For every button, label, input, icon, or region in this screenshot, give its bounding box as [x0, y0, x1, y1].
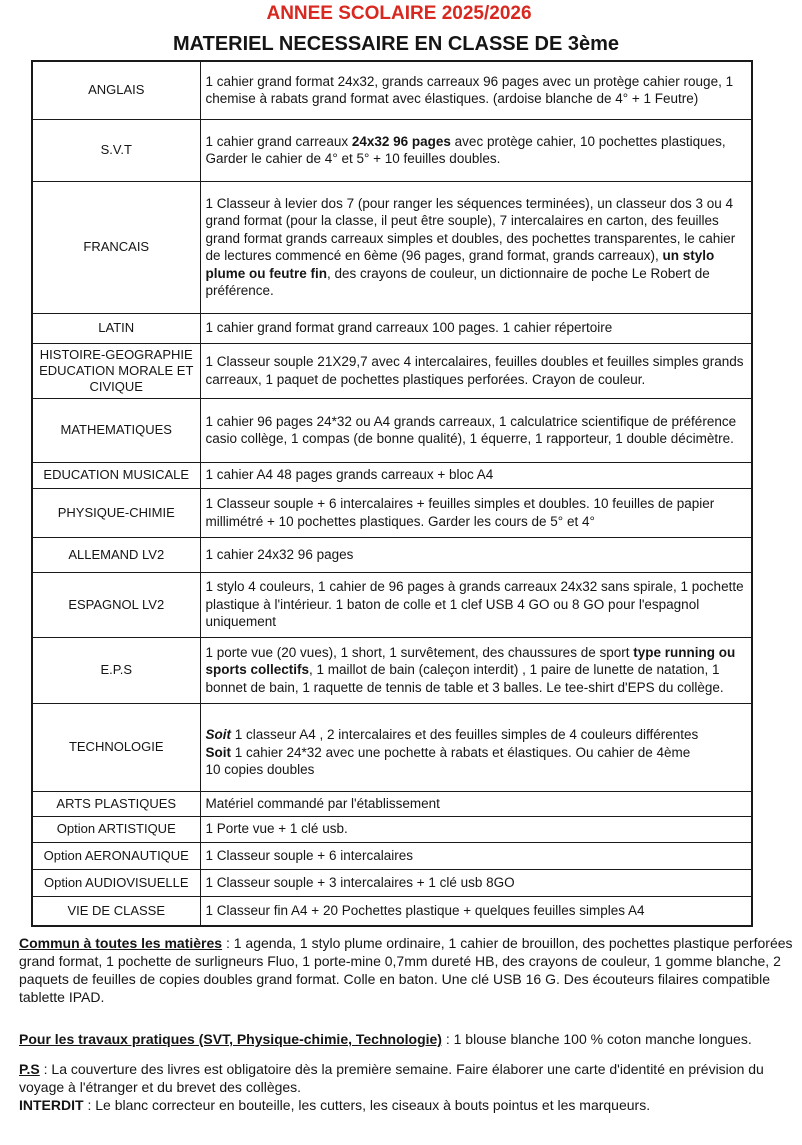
subject-name-histoire-geographie: HISTOIRE-GEOGRAPHIE EDUCATION MORALE ET CIVIQUE [32, 343, 200, 398]
subject-row-education-musicale [32, 462, 752, 488]
materials-text: 1 cahier A4 48 pages grands carreaux + bloc A4 [205, 467, 494, 483]
materials-histoire-geographie [200, 343, 752, 398]
supplies-table [31, 60, 753, 927]
materials-emphasis: Soit [205, 727, 231, 743]
subject-row-physique-chimie [32, 488, 752, 537]
subject-name-latin: LATIN [32, 313, 200, 343]
subject-name-anglais: ANGLAIS [32, 61, 200, 119]
materials-text: 1 cahier grand carreaux [205, 133, 352, 149]
materials-latin [200, 313, 752, 343]
materials-text: 1 Classeur fin A4 + 20 Pochettes plastique + quelques feuilles simples A4 [205, 903, 645, 918]
materials-text: 1 porte vue (20 vues), 1 short, 1 survêtement, des chaussures de sport [205, 644, 634, 660]
subject-name-francais: FRANCAIS [32, 181, 200, 313]
subject-row-francais [32, 181, 752, 313]
materials-option-line [206, 726, 748, 744]
supplies-sheet [0, 60, 802, 1114]
subject-row-latin [32, 313, 752, 343]
subject-row-option-aeronautique [32, 842, 752, 869]
subject-name-svt: S.V.T [32, 119, 200, 181]
materials-technologie [200, 703, 752, 791]
materials-allemand [200, 537, 752, 572]
subject-row-option-audiovisuelle [32, 869, 752, 896]
subject-name-option-artistique: Option ARTISTIQUE [32, 816, 200, 842]
subject-name-allemand: ALLEMAND LV2 [32, 537, 200, 572]
materials-espagnol [200, 572, 752, 637]
materials-text: 1 classeur A4 , 2 intercalaires et des feuilles simples de 4 couleurs différentes [231, 727, 699, 743]
materials-francais [200, 181, 752, 313]
materials-text: 1 Classeur souple + 3 intercalaires + 1 clé usb 8GO [205, 874, 515, 890]
materials-text: 1 cahier 24*32 avec une pochette à rabats et élastiques. Ou cahier de 4ème [231, 744, 691, 760]
subject-row-eps [32, 637, 752, 703]
materials-text: avec protège cahier, 10 pochettes plastiques, Garder le cahier de 4° et 5° + 10 feuilles doubles. [205, 133, 726, 166]
materials-text: 1 cahier 96 pages 24*32 ou A4 grands carreaux, 1 calculatrice scientifique de préférence casio collège, 1 compas (de bonne qualité), 1 équerre, 1 rapporteur, 1 double décimètre. [205, 413, 737, 446]
forbidden-text: : Le blanc correcteur en bouteille, les cutters, les ciseaux à bouts pointus et les marqueurs. [83, 1097, 651, 1113]
materials-option-audiovisuelle [200, 869, 752, 896]
practical-work-text: : 1 blouse blanche 100 % coton manche longues. [441, 1031, 752, 1047]
materials-eps [200, 637, 752, 703]
materials-text: 1 Classeur souple 21X29,7 avec 4 intercalaires, feuilles doubles et feuilles simples grands carreaux, 1 paquet de pochettes plastiques perforées. Crayon de couleur. [205, 354, 744, 387]
notes-section [19, 934, 795, 1114]
practical-work-label: Pour les travaux pratiques (SVT, Physique-chimie, Technologie) [19, 1031, 442, 1047]
subject-row-technologie [32, 703, 752, 791]
materials-emphasis: Soit [205, 744, 231, 760]
materials-option-aeronautique [200, 842, 752, 869]
forbidden-label: INTERDIT [19, 1097, 84, 1113]
materials-text: 1 Porte vue + 1 clé usb. [205, 821, 348, 837]
subject-name-option-audiovisuelle: Option AUDIOVISUELLE [32, 869, 200, 896]
subject-row-anglais [32, 61, 752, 119]
materials-mathematiques [200, 398, 752, 462]
ps-label: P.S [19, 1061, 40, 1077]
materials-vie-de-classe [200, 896, 752, 926]
practical-work-note [19, 1030, 795, 1048]
subject-row-espagnol [32, 572, 752, 637]
subject-name-eps: E.P.S [32, 637, 200, 703]
materials-physique-chimie [200, 488, 752, 537]
common-supplies-label: Commun à toutes les matières [19, 935, 223, 951]
subject-row-arts-plastiques [32, 791, 752, 816]
subject-row-allemand [32, 537, 752, 572]
ps-text: : La couverture des livres est obligatoire dès la première semaine. Faire élaborer une carte d'identité en prévision du voyage à l'étranger et du brevet des collèges. [19, 1061, 764, 1095]
subject-row-option-artistique [32, 816, 752, 842]
subject-name-espagnol: ESPAGNOL LV2 [32, 572, 200, 637]
materials-text: 1 cahier grand format grand carreaux 100 pages. 1 cahier répertoire [205, 320, 613, 336]
materials-arts-plastiques [200, 791, 752, 816]
materials-option-line: 10 copies doubles [205, 762, 315, 778]
forbidden-note [19, 1096, 795, 1114]
materials-text: Matériel commandé par l'établissement [205, 795, 440, 811]
materials-option-line [206, 744, 748, 762]
materials-education-musicale [200, 462, 752, 488]
school-year-heading: ANNEE SCOLAIRE 2025/2026 [266, 3, 532, 24]
materials-anglais [200, 61, 752, 119]
materials-svt [200, 119, 752, 181]
subject-row-mathematiques [32, 398, 752, 462]
materials-text: , des crayons de couleur, un dictionnaire de poche Le Robert de préférence. [205, 265, 710, 298]
materials-emphasis: type running ou sports collectifs [205, 644, 736, 678]
materials-text: 1 Classeur souple + 6 intercalaires + feuilles simples et doubles. 10 feuilles de papier millimétré + 10 pochettes plastiques. Garder les cours de 5° et 4° [205, 496, 715, 529]
materials-option-artistique [200, 816, 752, 842]
subject-name-mathematiques: MATHEMATIQUES [32, 398, 200, 462]
subject-name-vie-de-classe: VIE DE CLASSE [32, 896, 200, 926]
subject-name-arts-plastiques: ARTS PLASTIQUES [32, 791, 200, 816]
subject-name-option-aeronautique: Option AERONAUTIQUE [32, 842, 200, 869]
subject-row-vie-de-classe [32, 896, 752, 926]
subject-name-physique-chimie: PHYSIQUE-CHIMIE [32, 488, 200, 537]
subject-name-education-musicale: EDUCATION MUSICALE [32, 462, 200, 488]
materials-emphasis: 24x32 96 pages [351, 133, 451, 149]
materials-text: 1 Classeur souple + 6 intercalaires [205, 847, 413, 863]
materials-text: 1 stylo 4 couleurs, 1 cahier de 96 pages à grands carreaux 24x32 sans spirale, 1 pochette plastique à l'intérieur. 1 baton de colle et 1 clef USB 4 GO ou 8 GO pour l'espagnol uniquement [205, 579, 744, 630]
common-supplies-note [19, 934, 795, 1006]
materials-text: 1 cahier grand format 24x32, grands carreaux 96 pages avec un protège cahier rouge, 1 chemise à rabats grand format avec élastiques. (ardoise blanche de 4° + 1 Feutre) [205, 73, 734, 107]
materials-text: 1 cahier 24x32 96 pages [205, 546, 354, 562]
materials-text: 1 Classeur à levier dos 7 (pour ranger les séquences terminées), un classeur dos 3 ou 4 grand format (pour la classe, il peut être souple), 7 intercalaires en carton, des feuilles grand format grands carreaux simples et doubles, des pochettes transparentes, le cahier de lectures commencé en 6ème (96 pages, grand format, grands carreaux), [205, 195, 736, 263]
common-supplies-text: : 1 agenda, 1 stylo plume ordinaire, 1 cahier de brouillon, des pochettes plastique perforées grand format, 1 pochette de surligneurs Fluo, 1 porte-mine 0,7mm dureté HB, des crayons de couleur, 1 gomme blanche, 2 paquets de feuilles de copies doubles grand format. Colle en baton. Une clé USB 16 G. Des écouteurs filaires compatible tablette IPAD. [19, 935, 793, 1005]
ps-note [19, 1060, 795, 1096]
document-title: MATERIEL NECESSAIRE EN CLASSE DE 3ème [172, 33, 620, 55]
subject-name-technologie: TECHNOLOGIE [32, 703, 200, 791]
materials-emphasis: un stylo plume ou feutre fin [205, 248, 715, 281]
subject-row-histoire-geographie [32, 343, 752, 398]
materials-text: , 1 maillot de bain (caleçon interdit) , 1 paire de lunette de natation, 1 bonnet de bain, 1 raquette de tennis de table et 3 balles. Le tee-shirt d'EPS du collège. [205, 662, 724, 695]
subject-row-svt [32, 119, 752, 181]
